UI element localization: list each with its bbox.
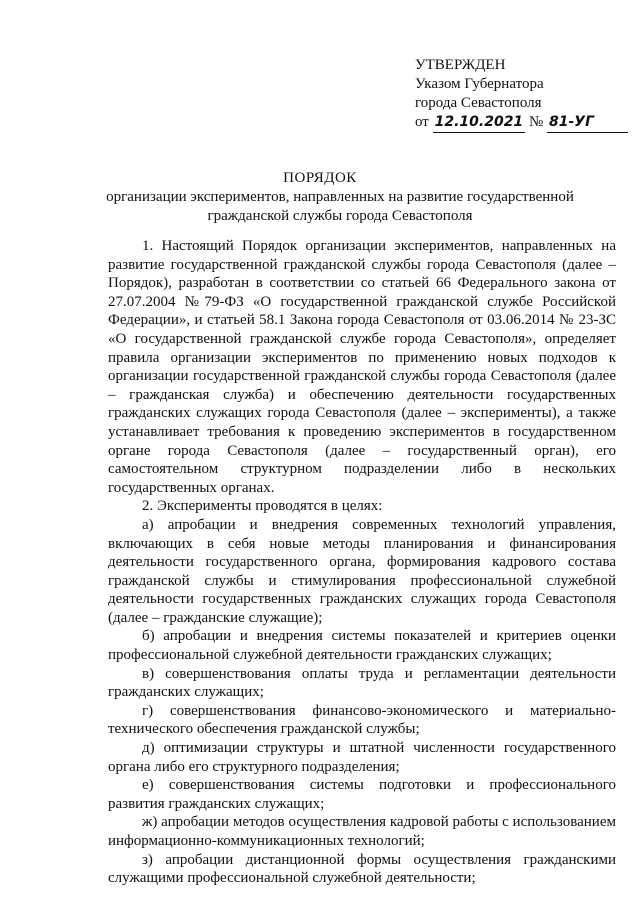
- paragraph-2d: д) оптимизации структуры и штатной численности государственного органа либо его структурного подразделения;: [108, 740, 616, 775]
- approval-date-line: [415, 113, 628, 133]
- document-title: ПОРЯДОК: [283, 170, 357, 186]
- paragraph-2zh: ж) апробации методов осуществления кадровой работы с использованием информационно-коммуникационных технологий;: [108, 814, 616, 849]
- approval-city: города Севастополя: [415, 95, 542, 111]
- approval-number: 81-УГ: [547, 113, 628, 133]
- document-body: [108, 237, 616, 888]
- paragraph-2b: б) апробации и внедрения системы показателей и критериев оценки профессиональной служебной деятельности гражданских служащих;: [108, 628, 616, 664]
- approval-number-prefix: №: [528, 114, 544, 130]
- approval-decree: Указом Губернатора: [415, 76, 544, 92]
- paragraph-2z: з) апробации дистанционной формы осуществления гражданскими служащими профессиональной служебной деятельности;: [108, 851, 616, 887]
- paragraph-2a: а) апробации и внедрения современных технологий управления, включающих в себя новые методы планирования и финансирования деятельности государственного органа, формирования кадрового состава гражданской службы и стимулирования профессиональной служебной деятельности государственных гражданских служащих города Севастополя (далее – гражданские служащие);: [108, 516, 616, 626]
- paragraph-2g: г) совершенствования финансово-экономического и материально-технического обеспечения гражданской службы;: [108, 702, 616, 738]
- approval-stamp: [415, 56, 628, 133]
- approval-approved: УТВЕРЖДЕН: [415, 57, 506, 73]
- paragraph-2: 2. Эксперименты проводятся в целях:: [142, 498, 383, 515]
- approval-date-prefix: от: [415, 114, 429, 130]
- paragraph-1: 1. Настоящий Порядок организации экспериментов, направленных на развитие государственной гражданской службы города Севастополя (далее – Порядок), разработан в соответствии со статьей 66 Федерального закона от 27.07.2004 №79-ФЗ «О государственной гражданской службе Российской Федерации», и статьей 58.1 Закона города Севастополя от 03.06.2014 № 23-ЗС «О государственной гражданской службе города Севастополя», определяет правила организации экспериментов по применению новых подходов к организации государственной гражданской службы города Севастополя (далее – гражданская служба) и обеспечению деятельности государственных гражданских служащих города Севастополя (далее – эксперименты), а также устанавливает требования к проведению экспериментов в государственном органе города Севастополя (далее – государственный орган), его самостоятельном структурном подразделении либо в нескольких государственных органах.: [108, 238, 616, 496]
- paragraph-2e: е) совершенствования системы подготовки и профессионального развития гражданских служащих;: [108, 777, 616, 812]
- approval-date: 12.10.2021: [433, 113, 526, 133]
- document-subtitle: организации экспериментов, направленных на развитие государственной гражданской службы города Севастополя: [106, 189, 574, 224]
- paragraph-2v: в) совершенствования оплаты труда и регламентации деятельности гражданских служащих;: [108, 665, 616, 701]
